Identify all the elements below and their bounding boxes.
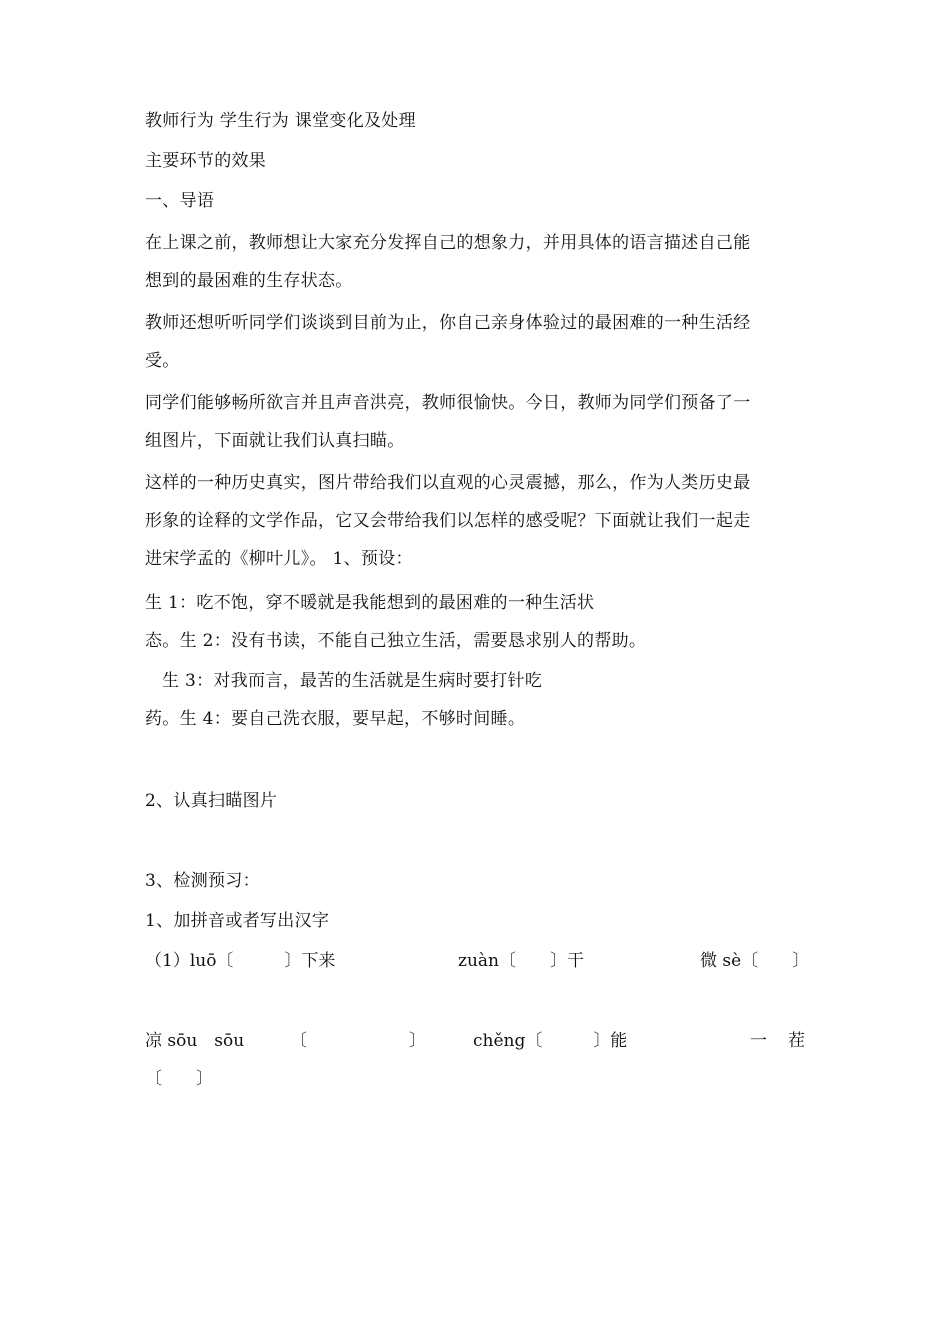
exercise-row2-item1: 凉 sōu sōu: [145, 1031, 245, 1051]
intro-paragraph-2-line-1: 教师还想听听同学们谈谈到目前为止，你自己亲身体验过的最困难的一种生活经: [145, 313, 751, 333]
exercise-row2-item2: chěng〔 〕能: [473, 1031, 628, 1051]
student-answer-line-1: 生 1：吃不饱，穿不暖就是我能想到的最困难的一种生活状: [145, 593, 595, 613]
intro-paragraph-4-line-2: 形象的诠释的文学作品，它又会带给我们以怎样的感受呢？下面就让我们一起走: [145, 511, 751, 531]
exercise-title: 1、加拼音或者写出汉字: [145, 911, 330, 931]
effects-header-line: 主要环节的效果: [145, 151, 267, 171]
exercise-row2-item3-blank: 〔 〕: [145, 1069, 213, 1089]
intro-paragraph-1-line-1: 在上课之前，教师想让大家充分发挥自己的想象力，并用具体的语言描述自己能: [145, 233, 751, 253]
step-view-pictures: 2、认真扫瞄图片: [145, 791, 278, 811]
step-check-preview: 3、检测预习：: [145, 871, 260, 891]
intro-paragraph-1-line-2: 想到的最困难的生存状态。: [145, 271, 353, 291]
student-answer-line-4: 药。生 4：要自己洗衣服，要早起，不够时间睡。: [145, 709, 526, 729]
section-heading-intro: 一、导语: [145, 191, 215, 211]
student-answer-line-3: 生 3：对我而言，最苦的生活就是生病时要打针吃: [162, 671, 543, 691]
exercise-row2-item3-a: 一: [750, 1031, 767, 1051]
intro-paragraph-4-line-1: 这样的一种历史真实，图片带给我们以直观的心灵震撼，那么，作为人类历史最: [145, 473, 751, 493]
exercise-row1-item1: （1）luō〔 〕下来: [145, 951, 336, 971]
intro-paragraph-3-line-2: 组图片，下面就让我们认真扫瞄。: [145, 431, 405, 451]
student-answer-line-2: 态。生 2：没有书读，不能自己独立生活，需要恳求别人的帮助。: [145, 631, 647, 651]
intro-paragraph-4-line-3: 进宋学孟的《柳叶儿》。 1、预设：: [145, 549, 413, 569]
intro-paragraph-3-line-1: 同学们能够畅所欲言并且声音洪亮，教师很愉快。今日，教师为同学们预备了一: [145, 393, 751, 413]
exercise-row1-item3: 微 sè〔 〕: [700, 951, 810, 971]
roles-header-line: 教师行为 学生行为 课堂变化及处理: [145, 111, 416, 131]
exercise-row2-item3-b: 茬: [788, 1031, 805, 1051]
exercise-row1-item2: zuàn〔 〕干: [458, 951, 584, 971]
intro-paragraph-2-line-2: 受。: [145, 351, 180, 371]
exercise-row2-item1-blank: 〔 〕: [290, 1031, 426, 1051]
